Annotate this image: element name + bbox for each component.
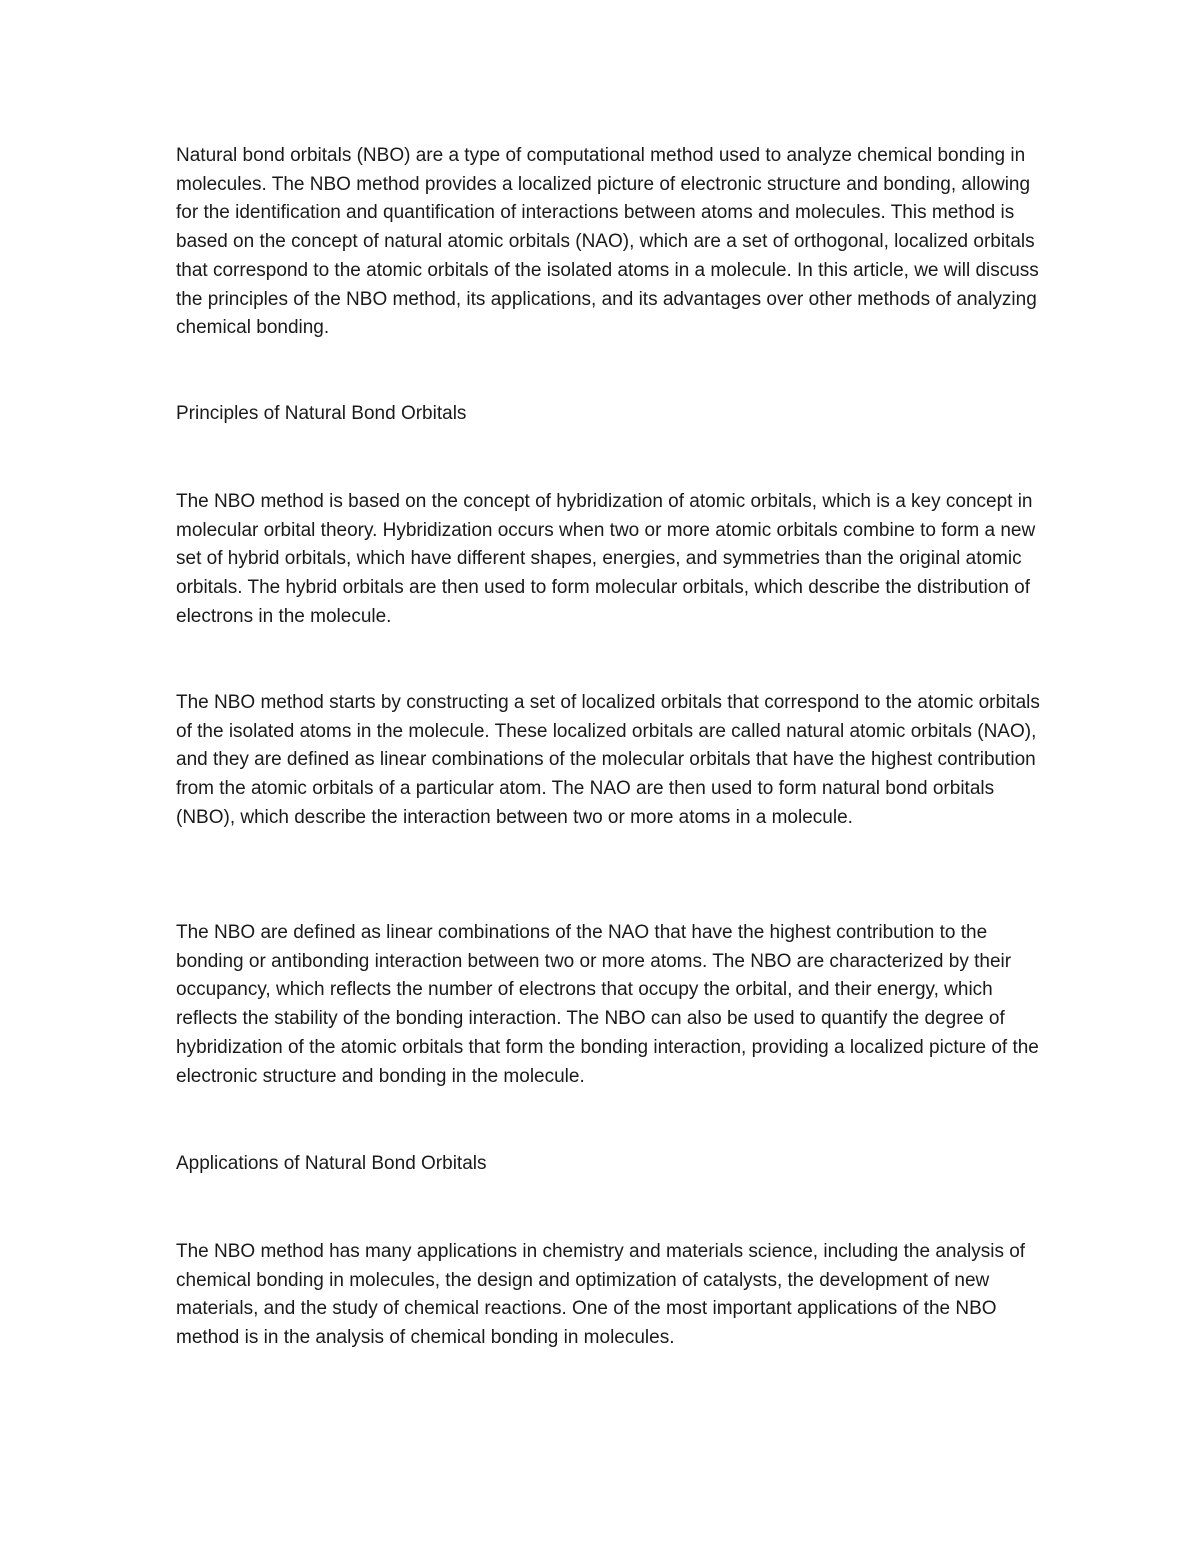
principles-paragraph-nbo: The NBO are defined as linear combinations of the NAO that have the highest contribution to the bonding or antibonding interaction between two or more atoms. The NBO are characterized by their occupancy, which reflects the number of electrons that occupy the orbital, and their energy, which reflects the stability of the bonding interaction. The NBO can also be used to quantify the degree of hybridization of the atomic orbitals that form the bonding interaction, providing a localized picture of the electronic structure and bonding in the molecule. (176, 922, 1039, 1087)
principles-paragraph-hybridization: The NBO method is based on the concept of hybridization of atomic orbitals, which is a key concept in molecular orbital theory. Hybridization occurs when two or more atomic orbitals combine to form a new set of hybrid orbitals, which have different shapes, energies, and symmetries than the original atomic orbitals. The hybrid orbitals are then used to form molecular orbitals, which describe the distribution of electrons in the molecule. (176, 491, 1036, 627)
intro-paragraph: Natural bond orbitals (NBO) are a type of computational method used to analyze chemical bonding in molecules. The NBO method provides a localized picture of electronic structure and bonding, allowing for the identification and quantification of interactions between atoms and molecules. This method is based on the concept of natural atomic orbitals (NAO), which are a set of orthogonal, localized orbitals that correspond to the atomic orbitals of the isolated atoms in a molecule. In this article, we will discuss the principles of the NBO method, its applications, and its advantages over other methods of analyzing chemical bonding. (176, 145, 1039, 339)
section-heading-applications: Applications of Natural Bond Orbitals (176, 1153, 487, 1174)
section-heading-principles: Principles of Natural Bond Orbitals (176, 403, 467, 424)
applications-paragraph: The NBO method has many applications in chemistry and materials science, including the analysis of chemical bonding in molecules, the design and optimization of catalysts, the development of new materials, and the study of chemical reactions. One of the most important applications of the NBO method is in the analysis of chemical bonding in molecules. (176, 1241, 1026, 1349)
principles-paragraph-nao: The NBO method starts by constructing a set of localized orbitals that correspond to the atomic orbitals of the isolated atoms in the molecule. These localized orbitals are called natural atomic orbitals (NAO), and they are defined as linear combinations of the molecular orbitals that have the highest contribution from the atomic orbitals of a particular atom. The NAO are then used to form natural bond orbitals (NBO), which describe the interaction between two or more atoms in a molecule. (176, 692, 1040, 828)
